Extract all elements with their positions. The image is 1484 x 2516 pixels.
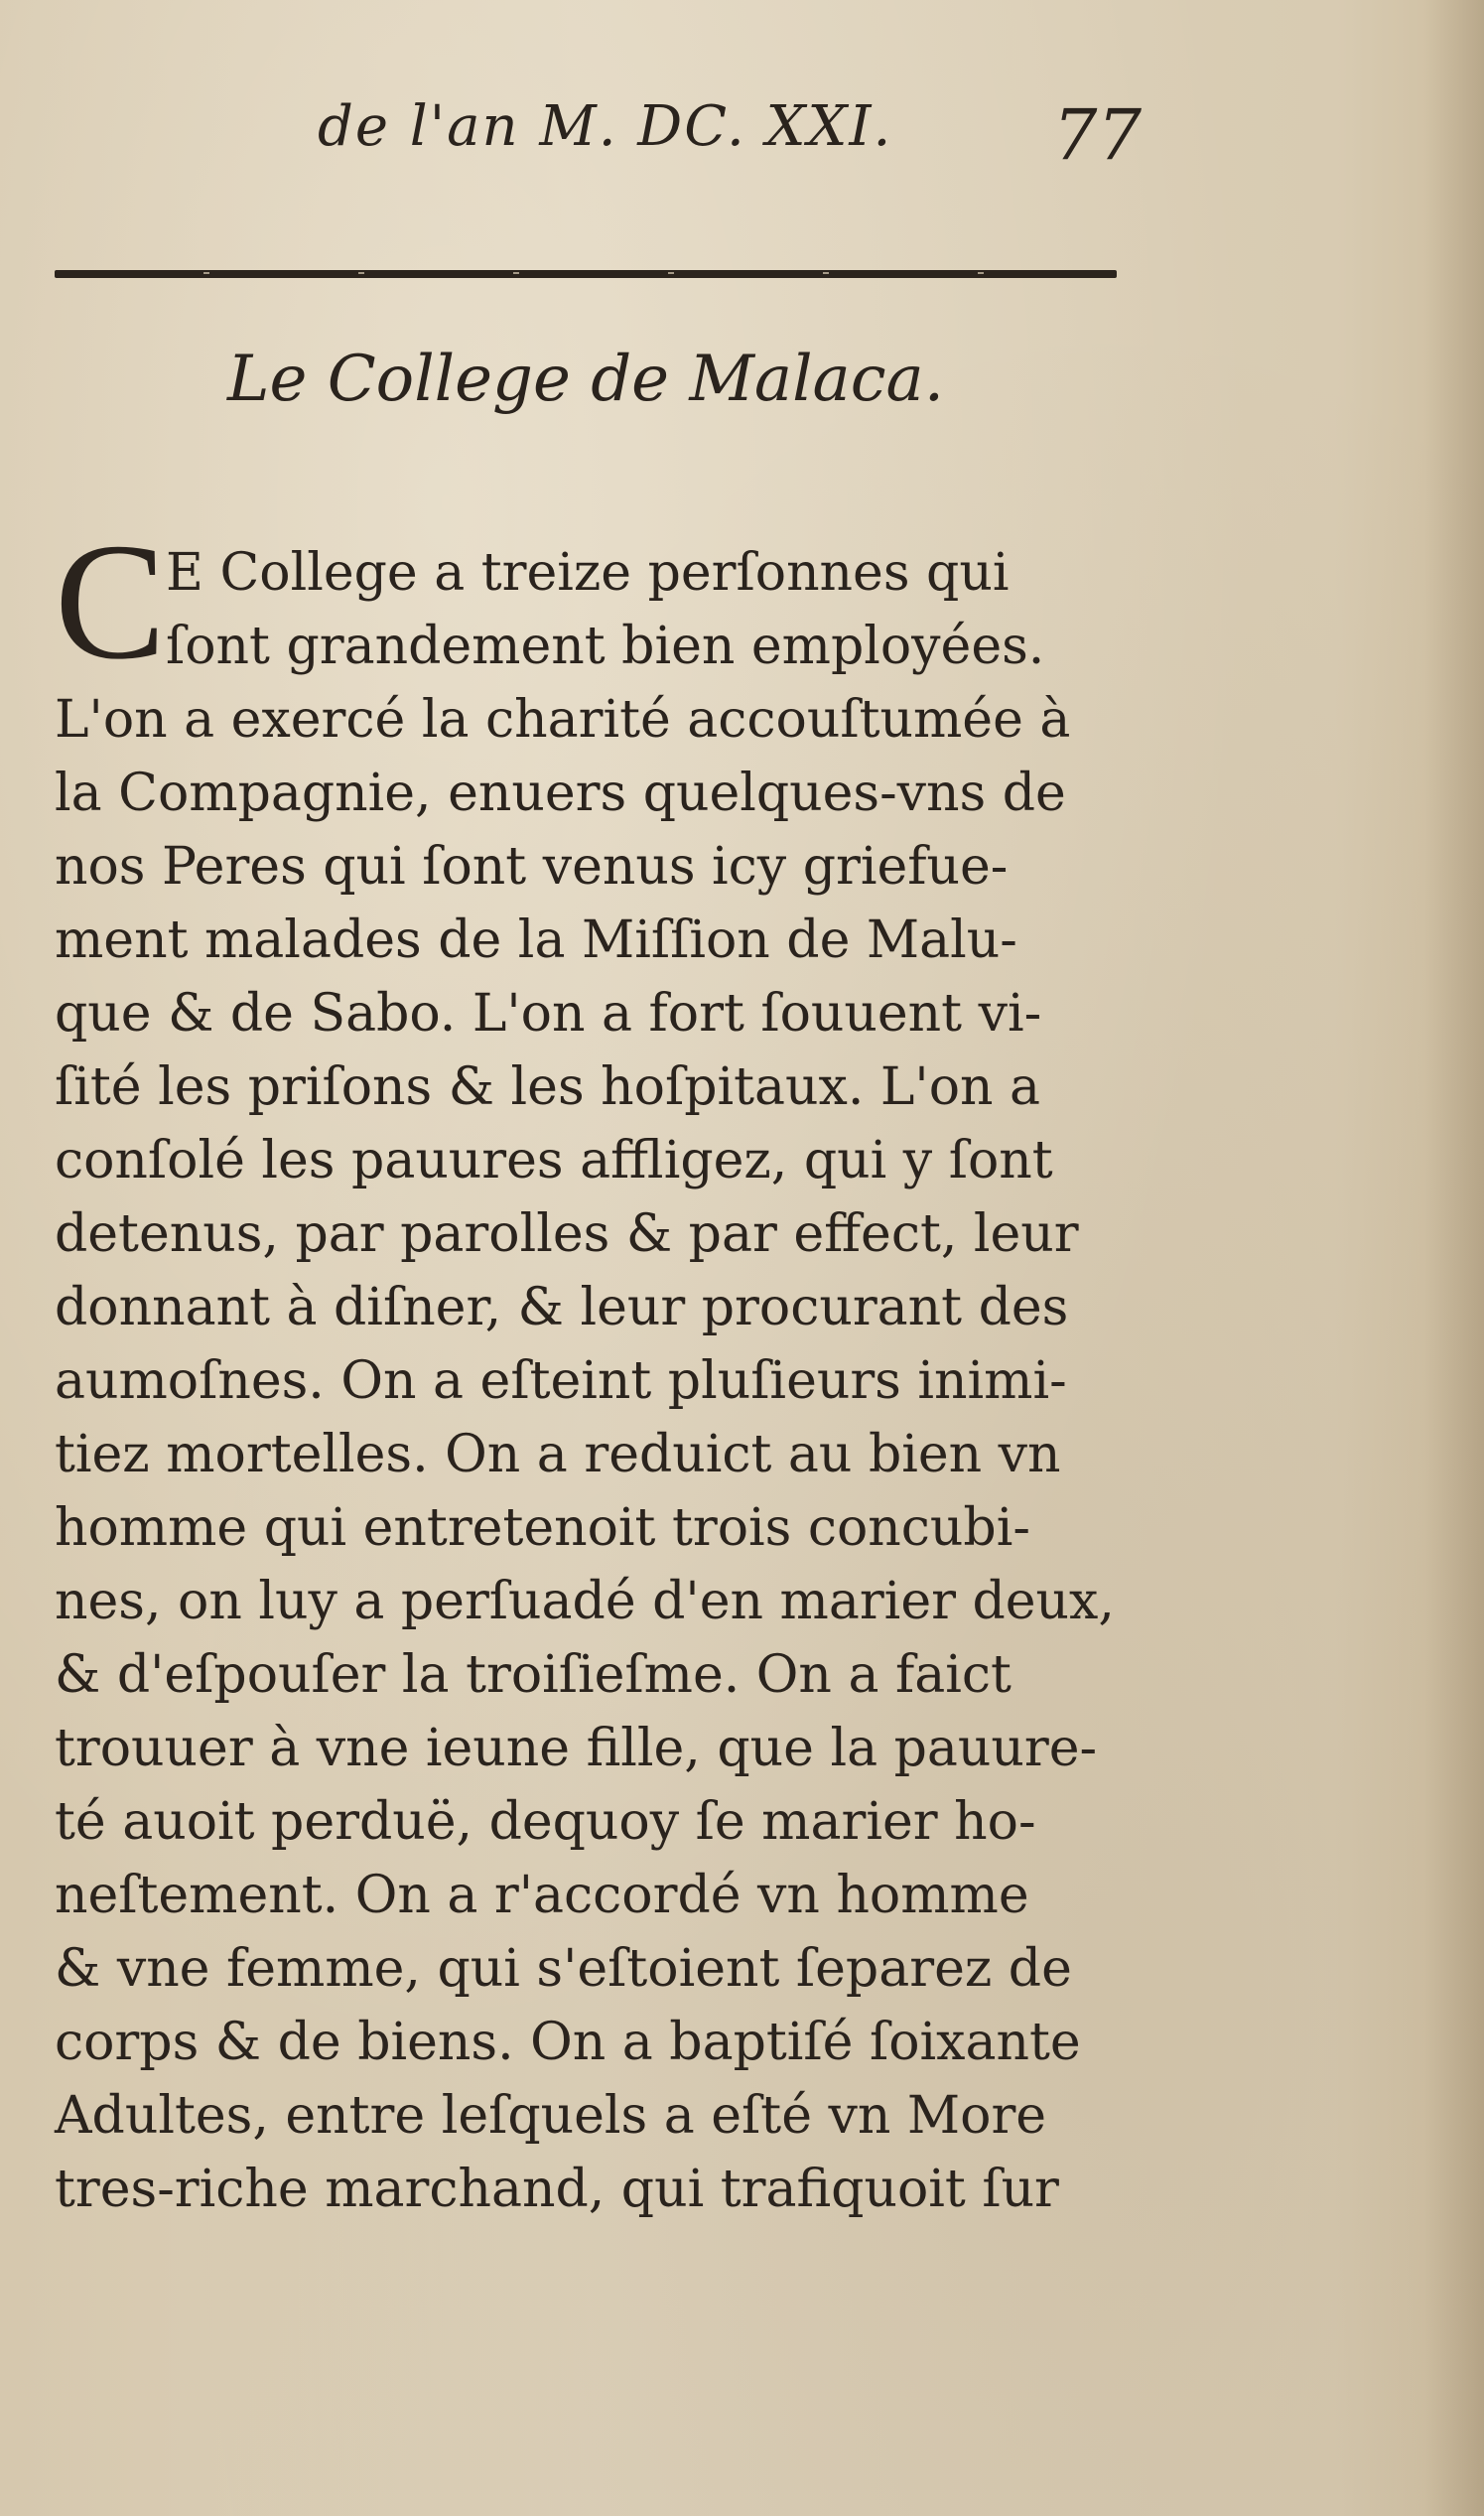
- text-line: corps & de biens. On a baptiſé ſoixante: [55, 2013, 1081, 2072]
- text-line: la Compagnie, enuers quelques-vns de: [55, 764, 1066, 823]
- text-line: tiez mortelles. On a reduict au bien vn: [55, 1425, 1061, 1484]
- text-line: & vne femme, qui s'eſtoient ſeparez de: [55, 1939, 1072, 1999]
- running-head: de l'an M. DC. XXI.: [318, 94, 893, 159]
- text-line: neſtement. On a r'accordé vn homme: [55, 1866, 1029, 1925]
- text-line: L'on a exercé la charité accouſtumée à: [55, 690, 1071, 750]
- text-line: detenus, par parolles & par effect, leur: [55, 1204, 1079, 1264]
- text-line: ment malades de la Miſſion de Malu-: [55, 910, 1017, 970]
- header-rule: [55, 270, 1117, 278]
- section-title: Le College de Malaca.: [226, 343, 945, 416]
- page-number: 77: [1052, 94, 1142, 176]
- text-line: E College a treize perſonnes qui: [166, 543, 1010, 603]
- text-line: tres-riche marchand, qui trafiquoit ſur: [55, 2160, 1059, 2219]
- text-line: ſont grandement bien employées.: [166, 617, 1045, 676]
- text-line: té auoit perduë, dequoy ſe marier ho-: [55, 1792, 1036, 1852]
- text-line: ſité les priſons & les hoſpitaux. L'on a: [55, 1057, 1041, 1117]
- text-line: nes, on luy a perſuadé d'en marier deux,: [55, 1572, 1115, 1631]
- drop-cap: C: [55, 509, 167, 694]
- text-line: trouuer à vne ieune fille, que la pauure-: [55, 1719, 1098, 1778]
- page-header: [318, 94, 1142, 174]
- page-gutter-shadow: [1424, 0, 1484, 2516]
- text-line: aumoſnes. On a eſteint pluſieurs inimi-: [55, 1351, 1067, 1411]
- text-line: conſolé les pauures affligez, qui y ſont: [55, 1131, 1053, 1190]
- text-line: donnant à diſner, & leur procurant des: [55, 1278, 1069, 1337]
- text-line: homme qui entretenoit trois concubi-: [55, 1498, 1030, 1558]
- body-text: [55, 509, 1156, 2226]
- text-line: Adultes, entre leſquels a eſté vn More: [55, 2086, 1047, 2146]
- text-line: nos Peres qui ſont venus icy griefue-: [55, 837, 1009, 897]
- text-line: que & de Sabo. L'on a fort ſouuent vi-: [55, 984, 1042, 1044]
- text-line: & d'eſpouſer la troiſieſme. On a faict: [55, 1645, 1012, 1705]
